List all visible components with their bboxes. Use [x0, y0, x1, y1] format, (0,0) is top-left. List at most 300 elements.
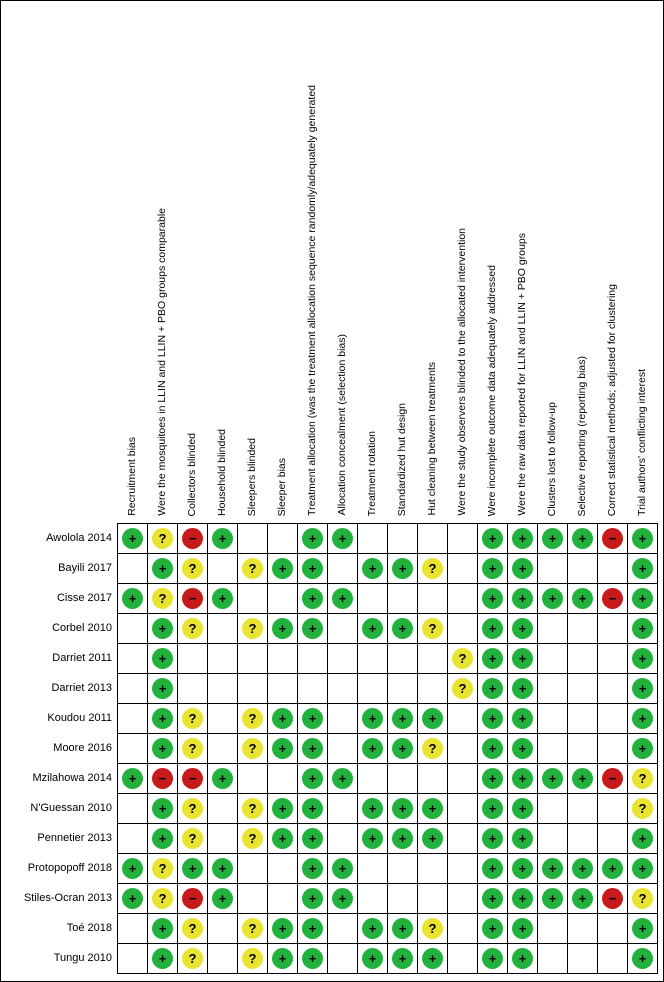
low-risk-icon: +	[332, 528, 353, 549]
low-risk-icon: +	[302, 828, 323, 849]
high-risk-icon: −	[182, 588, 203, 609]
rob-cell	[178, 554, 208, 584]
low-risk-icon: +	[302, 588, 323, 609]
low-risk-icon: +	[482, 738, 503, 759]
column-header: Correct statistical methods; adjusted for clustering	[606, 283, 618, 516]
low-risk-icon: +	[482, 858, 503, 879]
rob-cell	[598, 554, 628, 584]
rob-cell	[328, 824, 358, 854]
rob-cell	[178, 584, 208, 614]
rob-cell	[238, 704, 268, 734]
rob-cell	[418, 704, 448, 734]
unclear-risk-icon: ?	[242, 828, 263, 849]
rob-cell	[268, 914, 298, 944]
rob-cell	[508, 884, 538, 914]
rob-cell	[628, 794, 658, 824]
low-risk-icon: +	[392, 798, 413, 819]
low-risk-icon: +	[512, 798, 533, 819]
rob-cell	[268, 614, 298, 644]
rob-cell	[538, 914, 568, 944]
rob-cell	[418, 854, 448, 884]
rob-cell	[478, 584, 508, 614]
rob-cell	[538, 674, 568, 704]
low-risk-icon: +	[512, 528, 533, 549]
column-header: Selective reporting (reporting bias)	[576, 355, 588, 516]
study-label: Darriet 2011	[52, 652, 112, 664]
low-risk-icon: +	[152, 558, 173, 579]
rob-cell	[478, 884, 508, 914]
column-header: Clusters lost to follow-up	[546, 401, 558, 516]
rob-cell	[538, 824, 568, 854]
low-risk-icon: +	[122, 888, 143, 909]
low-risk-icon: +	[632, 918, 653, 939]
low-risk-icon: +	[212, 768, 233, 789]
rob-cell	[148, 944, 178, 974]
rob-cell	[268, 734, 298, 764]
rob-cell	[178, 614, 208, 644]
rob-cell	[358, 734, 388, 764]
study-label: Bayili 2017	[58, 562, 112, 574]
column-header: Standardized hut design	[396, 402, 408, 516]
rob-cell	[268, 524, 298, 554]
column-header: Treatment rotation	[366, 430, 378, 516]
rob-cell	[508, 764, 538, 794]
rob-cell	[148, 824, 178, 854]
low-risk-icon: +	[632, 558, 653, 579]
rob-cell	[298, 554, 328, 584]
column-header: Sleepers blinded	[246, 437, 258, 516]
rob-cell	[238, 524, 268, 554]
rob-cell	[328, 704, 358, 734]
rob-cell	[628, 824, 658, 854]
low-risk-icon: +	[362, 828, 383, 849]
rob-cell	[118, 614, 148, 644]
rob-cell	[178, 854, 208, 884]
rob-cell	[208, 524, 238, 554]
low-risk-icon: +	[152, 618, 173, 639]
rob-cell	[358, 524, 388, 554]
rob-cell	[328, 764, 358, 794]
low-risk-icon: +	[362, 948, 383, 969]
low-risk-icon: +	[332, 858, 353, 879]
rob-cell	[148, 584, 178, 614]
rob-cell	[628, 554, 658, 584]
column-header: Were the raw data reported for LLIN and LLIN + PBO groups	[516, 233, 528, 516]
rob-cell	[418, 764, 448, 794]
column-header: Household blinded	[216, 429, 228, 516]
low-risk-icon: +	[512, 678, 533, 699]
rob-cell	[448, 884, 478, 914]
rob-cell	[478, 524, 508, 554]
low-risk-icon: +	[632, 858, 653, 879]
rob-cell	[478, 914, 508, 944]
rob-cell	[268, 854, 298, 884]
low-risk-icon: +	[302, 738, 323, 759]
unclear-risk-icon: ?	[182, 828, 203, 849]
rob-cell	[118, 944, 148, 974]
rob-cell	[118, 854, 148, 884]
low-risk-icon: +	[302, 708, 323, 729]
rob-cell	[628, 584, 658, 614]
low-risk-icon: +	[152, 798, 173, 819]
rob-cell	[508, 524, 538, 554]
rob-cell	[568, 554, 598, 584]
rob-cell	[628, 914, 658, 944]
rob-cell	[328, 674, 358, 704]
low-risk-icon: +	[482, 948, 503, 969]
rob-cell	[238, 914, 268, 944]
unclear-risk-icon: ?	[182, 618, 203, 639]
rob-cell	[418, 584, 448, 614]
unclear-risk-icon: ?	[242, 738, 263, 759]
rob-cell	[328, 584, 358, 614]
column-header: Treatment allocation (was the treatment allocation sequence randomly/adequately generated	[306, 85, 318, 516]
low-risk-icon: +	[482, 528, 503, 549]
rob-cell	[448, 584, 478, 614]
low-risk-icon: +	[182, 858, 203, 879]
rob-cell	[208, 644, 238, 674]
rob-cell	[598, 734, 628, 764]
high-risk-icon: −	[602, 528, 623, 549]
low-risk-icon: +	[302, 618, 323, 639]
rob-cell	[418, 524, 448, 554]
low-risk-icon: +	[482, 618, 503, 639]
rob-cell	[268, 824, 298, 854]
unclear-risk-icon: ?	[422, 618, 443, 639]
rob-cell	[238, 944, 268, 974]
rob-cell	[118, 884, 148, 914]
rob-cell	[178, 524, 208, 554]
low-risk-icon: +	[392, 618, 413, 639]
unclear-risk-icon: ?	[152, 588, 173, 609]
rob-cell	[508, 614, 538, 644]
rob-cell	[508, 584, 538, 614]
high-risk-icon: −	[602, 888, 623, 909]
rob-cell	[208, 734, 238, 764]
rob-cell	[538, 554, 568, 584]
low-risk-icon: +	[482, 828, 503, 849]
rob-cell	[478, 794, 508, 824]
rob-cell	[358, 944, 388, 974]
low-risk-icon: +	[512, 918, 533, 939]
rob-cell	[358, 674, 388, 704]
low-risk-icon: +	[482, 798, 503, 819]
rob-cell	[208, 614, 238, 644]
rob-cell	[358, 704, 388, 734]
rob-cell	[358, 764, 388, 794]
rob-cell	[238, 674, 268, 704]
column-header: Sleeper bias	[276, 457, 288, 516]
study-label: Awolola 2014	[46, 532, 112, 544]
rob-cell	[118, 524, 148, 554]
unclear-risk-icon: ?	[242, 558, 263, 579]
rob-cell	[148, 644, 178, 674]
rob-cell	[388, 764, 418, 794]
rob-cell	[208, 944, 238, 974]
high-risk-icon: −	[182, 888, 203, 909]
rob-cell	[178, 914, 208, 944]
rob-cell	[568, 674, 598, 704]
rob-cell	[328, 884, 358, 914]
rob-cell	[568, 824, 598, 854]
low-risk-icon: +	[362, 708, 383, 729]
unclear-risk-icon: ?	[452, 648, 473, 669]
rob-cell	[208, 884, 238, 914]
rob-cell	[478, 764, 508, 794]
rob-cell	[448, 704, 478, 734]
rob-cell	[238, 584, 268, 614]
rob-cell	[208, 704, 238, 734]
rob-cell	[208, 554, 238, 584]
study-label: Stiles-Ocran 2013	[23, 892, 112, 904]
rob-cell	[118, 644, 148, 674]
low-risk-icon: +	[302, 948, 323, 969]
rob-cell	[358, 584, 388, 614]
high-risk-icon: −	[152, 768, 173, 789]
rob-cell	[388, 704, 418, 734]
rob-cell	[628, 854, 658, 884]
unclear-risk-icon: ?	[242, 618, 263, 639]
rob-cell	[298, 674, 328, 704]
rob-cell	[568, 884, 598, 914]
rob-cell	[478, 674, 508, 704]
rob-cell	[298, 914, 328, 944]
rob-cell	[298, 644, 328, 674]
low-risk-icon: +	[482, 768, 503, 789]
rob-cell	[508, 674, 538, 704]
low-risk-icon: +	[302, 798, 323, 819]
low-risk-icon: +	[542, 768, 563, 789]
low-risk-icon: +	[212, 588, 233, 609]
rob-cell	[628, 884, 658, 914]
rob-cell	[448, 764, 478, 794]
rob-cell	[298, 854, 328, 884]
low-risk-icon: +	[632, 648, 653, 669]
column-header: Trial authors' conflicting interest	[636, 369, 648, 516]
rob-cell	[328, 734, 358, 764]
rob-cell	[628, 704, 658, 734]
low-risk-icon: +	[482, 648, 503, 669]
rob-cell	[418, 794, 448, 824]
low-risk-icon: +	[512, 708, 533, 729]
rob-cell	[358, 824, 388, 854]
low-risk-icon: +	[632, 708, 653, 729]
low-risk-icon: +	[512, 768, 533, 789]
rob-cell	[298, 824, 328, 854]
unclear-risk-icon: ?	[152, 888, 173, 909]
unclear-risk-icon: ?	[422, 918, 443, 939]
rob-cell	[598, 614, 628, 644]
rob-cell	[478, 824, 508, 854]
low-risk-icon: +	[512, 858, 533, 879]
rob-cell	[178, 704, 208, 734]
low-risk-icon: +	[122, 858, 143, 879]
unclear-risk-icon: ?	[632, 798, 653, 819]
rob-cell	[448, 614, 478, 644]
rob-cell	[568, 734, 598, 764]
low-risk-icon: +	[152, 918, 173, 939]
low-risk-icon: +	[302, 918, 323, 939]
low-risk-icon: +	[572, 588, 593, 609]
rob-cell	[388, 554, 418, 584]
low-risk-icon: +	[152, 678, 173, 699]
column-header: Collectors blinded	[186, 432, 198, 516]
unclear-risk-icon: ?	[632, 768, 653, 789]
rob-cell	[148, 884, 178, 914]
rob-cell	[298, 794, 328, 824]
rob-cell	[298, 884, 328, 914]
rob-cell	[358, 914, 388, 944]
low-risk-icon: +	[332, 888, 353, 909]
low-risk-icon: +	[272, 948, 293, 969]
rob-cell	[568, 584, 598, 614]
rob-cell	[148, 614, 178, 644]
rob-cell	[418, 824, 448, 854]
low-risk-icon: +	[362, 558, 383, 579]
low-risk-icon: +	[512, 558, 533, 579]
rob-cell	[328, 794, 358, 824]
rob-cell	[388, 524, 418, 554]
unclear-risk-icon: ?	[242, 918, 263, 939]
rob-cell	[118, 824, 148, 854]
rob-cell	[148, 554, 178, 584]
rob-cell	[148, 794, 178, 824]
low-risk-icon: +	[572, 858, 593, 879]
rob-cell	[448, 524, 478, 554]
low-risk-icon: +	[302, 528, 323, 549]
rob-cell	[268, 884, 298, 914]
low-risk-icon: +	[152, 648, 173, 669]
rob-cell	[628, 764, 658, 794]
rob-cell	[358, 854, 388, 884]
rob-cell	[178, 884, 208, 914]
rob-cell	[538, 704, 568, 734]
low-risk-icon: +	[482, 708, 503, 729]
low-risk-icon: +	[632, 828, 653, 849]
rob-cell	[148, 674, 178, 704]
rob-cell	[148, 704, 178, 734]
rob-cell	[388, 584, 418, 614]
low-risk-icon: +	[272, 798, 293, 819]
study-label: Pennetier 2013	[37, 832, 112, 844]
unclear-risk-icon: ?	[422, 738, 443, 759]
rob-cell	[238, 614, 268, 644]
rob-cell	[328, 524, 358, 554]
low-risk-icon: +	[482, 678, 503, 699]
judgement-grid	[117, 523, 658, 974]
rob-cell	[598, 854, 628, 884]
unclear-risk-icon: ?	[182, 918, 203, 939]
rob-cell	[568, 794, 598, 824]
rob-cell	[538, 884, 568, 914]
rob-cell	[208, 584, 238, 614]
rob-cell	[628, 644, 658, 674]
rob-cell	[328, 944, 358, 974]
low-risk-icon: +	[392, 948, 413, 969]
low-risk-icon: +	[512, 738, 533, 759]
rob-cell	[148, 764, 178, 794]
unclear-risk-icon: ?	[182, 708, 203, 729]
rob-cell	[448, 644, 478, 674]
study-label: Koudou 2011	[47, 712, 112, 724]
rob-cell	[268, 554, 298, 584]
rob-cell	[148, 914, 178, 944]
low-risk-icon: +	[362, 738, 383, 759]
rob-cell	[118, 554, 148, 584]
rob-cell	[328, 854, 358, 884]
low-risk-icon: +	[632, 588, 653, 609]
rob-cell	[508, 554, 538, 584]
rob-cell	[538, 794, 568, 824]
rob-cell	[478, 614, 508, 644]
low-risk-icon: +	[512, 948, 533, 969]
high-risk-icon: −	[182, 768, 203, 789]
rob-cell	[298, 584, 328, 614]
rob-cell	[238, 824, 268, 854]
low-risk-icon: +	[542, 588, 563, 609]
study-label: Protopopoff 2018	[27, 862, 112, 874]
rob-cell	[628, 674, 658, 704]
rob-cell	[568, 944, 598, 974]
rob-cell	[508, 734, 538, 764]
rob-cell	[268, 674, 298, 704]
rob-cell	[478, 704, 508, 734]
rob-cell	[418, 554, 448, 584]
low-risk-icon: +	[302, 558, 323, 579]
rob-cell	[118, 584, 148, 614]
low-risk-icon: +	[512, 618, 533, 639]
rob-cell	[328, 614, 358, 644]
low-risk-icon: +	[272, 558, 293, 579]
rob-cell	[208, 914, 238, 944]
high-risk-icon: −	[602, 768, 623, 789]
unclear-risk-icon: ?	[152, 528, 173, 549]
study-label: Darriet 2013	[51, 682, 112, 694]
low-risk-icon: +	[122, 588, 143, 609]
low-risk-icon: +	[542, 888, 563, 909]
rob-cell	[358, 644, 388, 674]
rob-cell	[448, 674, 478, 704]
low-risk-icon: +	[272, 708, 293, 729]
study-label: N'Guessan 2010	[30, 802, 112, 814]
rob-cell	[268, 704, 298, 734]
rob-cell	[538, 764, 568, 794]
rob-cell	[538, 644, 568, 674]
rob-cell	[118, 674, 148, 704]
study-label: Corbel 2010	[52, 622, 112, 634]
rob-cell	[388, 614, 418, 644]
rob-cell	[448, 914, 478, 944]
unclear-risk-icon: ?	[182, 948, 203, 969]
column-header: Were incomplete outcome data adequately addressed	[486, 264, 498, 516]
rob-cell	[178, 824, 208, 854]
rob-cell	[298, 524, 328, 554]
rob-cell	[208, 764, 238, 794]
low-risk-icon: +	[392, 708, 413, 729]
rob-cell	[538, 944, 568, 974]
rob-cell	[478, 734, 508, 764]
rob-cell	[238, 554, 268, 584]
rob-cell	[598, 824, 628, 854]
rob-cell	[388, 854, 418, 884]
rob-cell	[358, 884, 388, 914]
rob-cell	[388, 884, 418, 914]
low-risk-icon: +	[302, 858, 323, 879]
low-risk-icon: +	[512, 888, 533, 909]
low-risk-icon: +	[122, 528, 143, 549]
rob-cell	[628, 944, 658, 974]
rob-cell	[328, 644, 358, 674]
